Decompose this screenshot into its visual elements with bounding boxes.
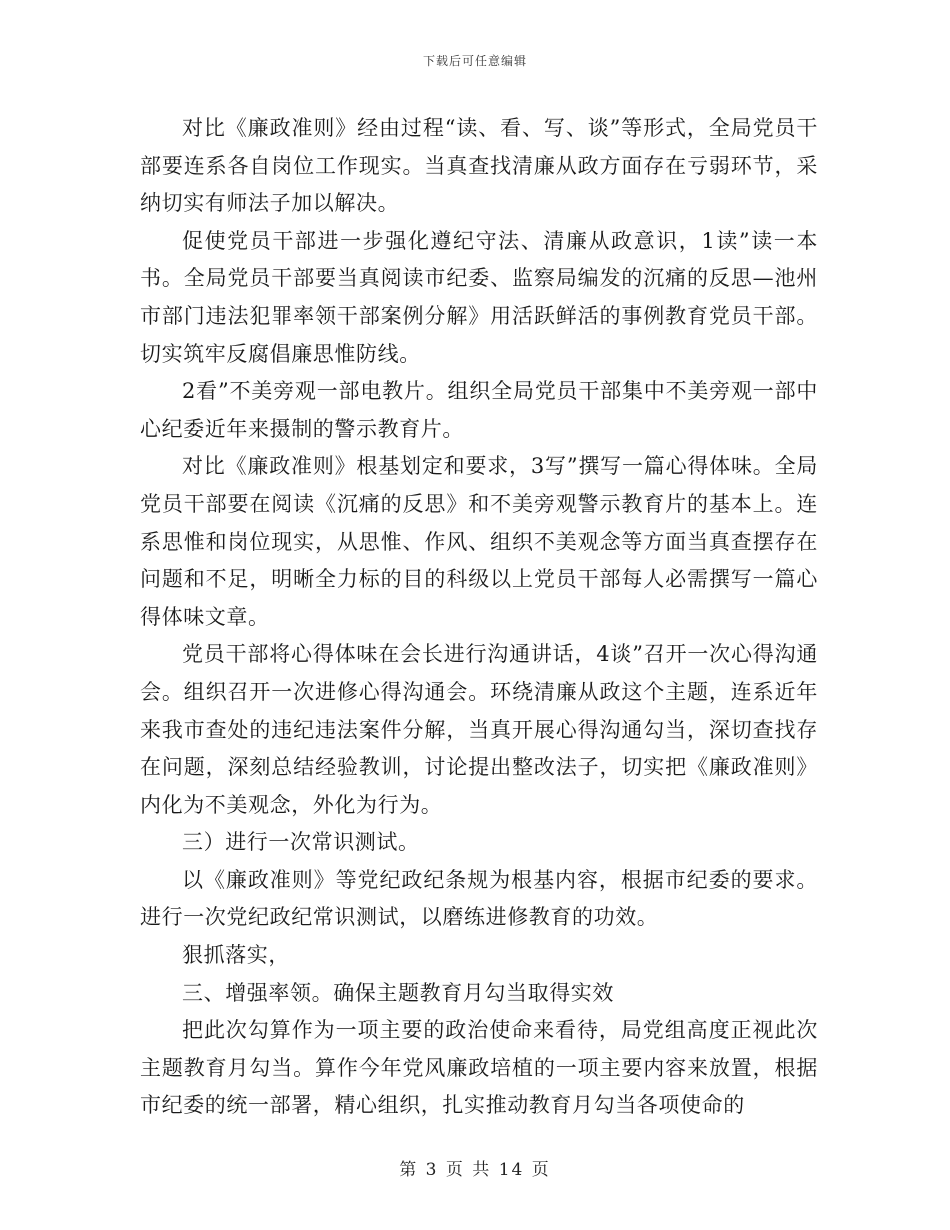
paragraph-1: 对比《廉政准则》经由过程“读、看、写、谈”等形式，全局党员干部要连系各自岗位工作现实。当真查找清廉从政方面存在亏弱环节，采纳切实有师法子加以解决。 xyxy=(140,116,818,216)
paragraph-4: 对比《廉政准则》根基划定和要求，3写”撰写一篇心得体味。全局党员干部要在阅读《沉痛的反思》和不美旁观警示教育片的基本上。连系思惟和岗位现实，从思惟、作风、组织不美观念等方面当真查摆存在问题和不足，明晰全力标的目的科级以上党员干部每人必需撰写一篇心得体味文章。 xyxy=(140,454,818,629)
paragraph-7: 以《廉政准则》等党纪政纪条规为根基内容，根据市纪委的要求。进行一次党纪政纪常识测试，以磨练进修教育的功效。 xyxy=(140,867,818,930)
paragraph-6: 三）进行一次常识测试。 xyxy=(182,830,420,855)
page-number-footer: 第 3 页 共 14 页 xyxy=(399,1160,551,1180)
paragraph-3: 2看”不美旁观一部电教片。组织全局党员干部集中不美旁观一部中心纪委近年来摄制的警示教育片。 xyxy=(140,379,818,441)
paragraph-8: 狠抓落实， xyxy=(182,943,290,968)
paragraph-2: 促使党员干部进一步强化遵纪守法、清廉从政意识，1读”读一本书。全局党员干部要当真阅读市纪委、监察局编发的沉痛的反思—池州市部门违法犯罪率领干部案例分解》用活跃鲜活的事例教育党员干部。切实筑牢反腐倡廉思惟防线。 xyxy=(140,228,818,366)
page-header: 下载后可任意编辑 xyxy=(422,54,527,68)
paragraph-10: 把此次勾算作为一项主要的政治使命来看待，局党组高度正视此次主题教育月勾当。算作今年党风廉政培植的一项主要内容来放置，根据市纪委的统一部署，精心组织，扎实推动教育月勾当各项使命的 xyxy=(140,1018,818,1118)
document-body xyxy=(140,110,818,1125)
section-heading: 三、增强率领。确保主题教育月勾当取得实效 xyxy=(182,980,614,1005)
paragraph-5: 党员干部将心得体味在会长进行沟通讲话，4谈”召开一次心得沟通会。组织召开一次进修心得沟通会。环绕清廉从政这个主题，连系近年来我市查处的违纪违法案件分解，当真开展心得沟通勾当，深切查找存在问题，深刻总结经验教训，讨论提出整改法子，切实把《廉政准则》内化为不美观念，外化为行为。 xyxy=(140,642,818,817)
